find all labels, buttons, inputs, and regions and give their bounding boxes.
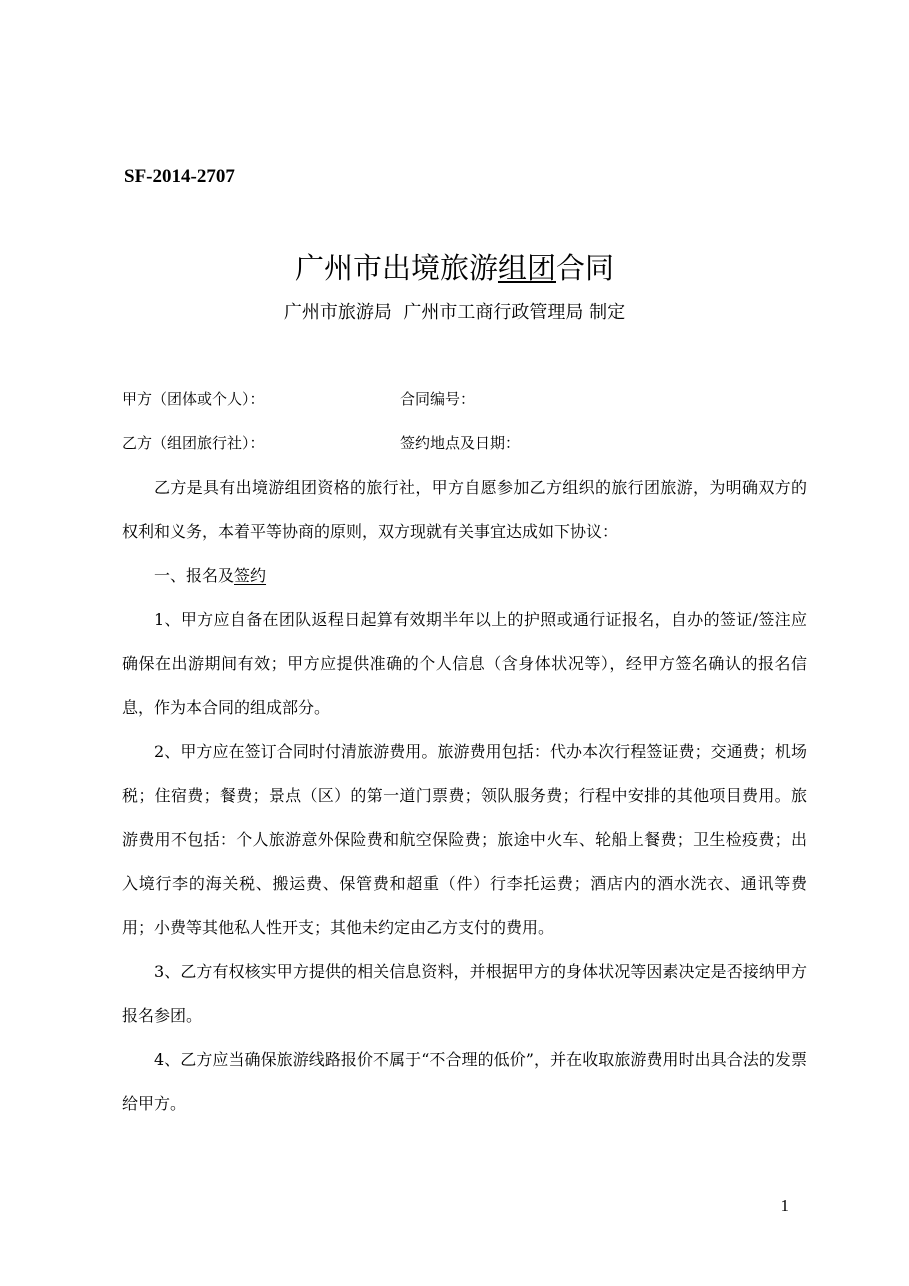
sign-place-date-label: 签约地点及日期： [400,434,521,452]
clause-2: 2、甲方应在签订合同时付清旅游费用。旅游费用包括：代办本次行程签证费；交通费；机场税；住宿费；餐费；景点（区）的第一道门票费；领队服务费；行程中安排的其他项目费用。旅游费用不包括：个人旅游意外保险费和航空保险费；旅途中火车、轮船上餐费；卫生检疫费；出入境行李的海关税、搬运费、保管费和超重（件）行李托运费；酒店内的酒水洗衣、通讯等费用；小费等其他私人性开支；其他未约定由乙方支付的费用。 [122,742,807,937]
title-underlined: 组团 [497,251,556,285]
document-subtitle: 广州市旅游局 广州市工商行政管理局 制定 [283,302,626,323]
clause-3: 3、乙方有权核实甲方提供的相关信息资料，并根据甲方的身体状况等因素决定是否接纳甲方报名参团。 [122,962,807,1025]
contract-body [122,466,807,1126]
contract-number-label: 合同编号： [400,390,476,408]
page-number: 1 [780,1196,789,1215]
party-b-label: 乙方（组团旅行社）： [122,434,265,452]
party-a-label: 甲方（团体或个人）： [122,390,265,408]
clause-4: 4、乙方应当确保旅游线路报价不属于“不合理的低价”，并在收取旅游费用时出具合法的发票给甲方。 [122,1050,807,1113]
section-heading [122,554,807,598]
document-title [0,246,909,287]
section-heading-underlined: 签约 [234,566,267,585]
title-prefix: 广州市出境旅游 [294,251,498,285]
clause-1: 1、甲方应自备在团队返程日起算有效期半年以上的护照或通行证报名，自办的签证/签注应确保在出游期间有效；甲方应提供准确的个人信息（含身体状况等），经甲方签名确认的报名信息，作为本合同的组成部分。 [122,610,807,717]
document-code: SF-2014-2707 [124,166,235,187]
section-heading-prefix: 一、报名及 [154,566,235,585]
intro-paragraph: 乙方是具有出境游组团资格的旅行社，甲方自愿参加乙方组织的旅行团旅游，为明确双方的权利和义务，本着平等协商的原则，双方现就有关事宜达成如下协议： [122,478,807,541]
title-suffix: 合同 [556,251,615,285]
